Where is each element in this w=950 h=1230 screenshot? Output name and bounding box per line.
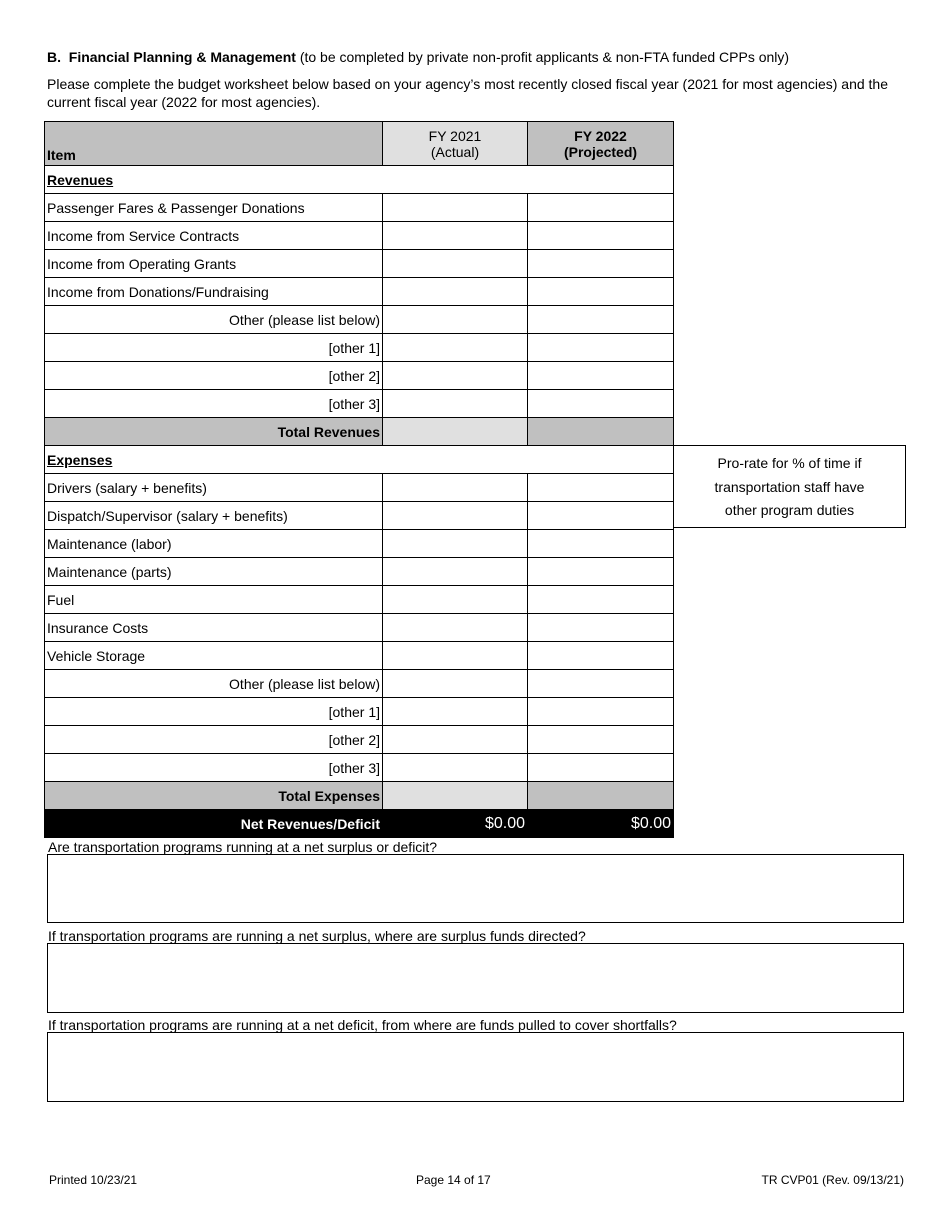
revenues-label: Revenues (47, 171, 114, 188)
revenue-fy2021-input[interactable] (383, 362, 528, 390)
revenue-row-label: Other (please list below) (45, 306, 383, 334)
revenue-fy2022-input[interactable] (528, 306, 674, 334)
fy2022-column-header (528, 122, 674, 166)
revenue-fy2021-input[interactable] (383, 334, 528, 362)
total-expenses-fy2021-input[interactable] (383, 782, 528, 810)
revenue-fy2022-input[interactable] (528, 278, 674, 306)
expense-fy2021-input[interactable] (383, 754, 528, 782)
expense-fy2022-input[interactable] (528, 558, 674, 586)
expense-row-label: Vehicle Storage (45, 642, 383, 670)
revenue-row-label: Passenger Fares & Passenger Donations (45, 194, 383, 222)
revenue-fy2021-input[interactable] (383, 306, 528, 334)
revenue-fy2022-input[interactable] (528, 250, 674, 278)
expense-fy2021-input[interactable] (383, 502, 528, 530)
revenue-fy2021-input[interactable] (383, 222, 528, 250)
table-row (45, 502, 674, 530)
total-revenues-label: Total Revenues (45, 418, 383, 446)
total-revenues-row (45, 418, 674, 446)
prorate-note (673, 445, 906, 528)
table-row (45, 754, 674, 782)
table-row (45, 614, 674, 642)
table-row (45, 558, 674, 586)
revenue-row-label: [other 3] (45, 390, 383, 418)
expense-fy2022-input[interactable] (528, 586, 674, 614)
footer-form-id: TR CVP01 (Rev. 09/13/21) (761, 1173, 904, 1187)
expense-fy2022-input[interactable] (528, 754, 674, 782)
prorate-note-line2: transportation staff have (714, 478, 865, 495)
net-revenues-label: Net Revenues/Deficit (45, 810, 383, 838)
answer-deficit-funds-box[interactable] (47, 1032, 904, 1102)
expense-fy2022-input[interactable] (528, 474, 674, 502)
expense-fy2021-input[interactable] (383, 698, 528, 726)
table-row (45, 194, 674, 222)
expense-row-label: Insurance Costs (45, 614, 383, 642)
answer-surplus-directed-box[interactable] (47, 943, 904, 1013)
fy2021-sublabel: (Actual) (430, 143, 480, 160)
expense-fy2022-input[interactable] (528, 614, 674, 642)
revenue-row-label: [other 1] (45, 334, 383, 362)
fy2022-label: FY 2022 (574, 127, 627, 144)
section-subtitle: (to be completed by private non-profit applicants & non-FTA funded CPPs only) (299, 49, 790, 65)
expense-fy2021-input[interactable] (383, 614, 528, 642)
expense-row-label: Dispatch/Supervisor (salary + benefits) (45, 502, 383, 530)
revenue-fy2021-input[interactable] (383, 278, 528, 306)
expense-fy2022-input[interactable] (528, 698, 674, 726)
table-row (45, 726, 674, 754)
total-expenses-row (45, 782, 674, 810)
question-deficit-funds: If transportation programs are running at a net deficit, from where are funds pulled to cover shortfalls? (48, 1017, 677, 1033)
revenue-row-label: Income from Service Contracts (45, 222, 383, 250)
expense-fy2021-input[interactable] (383, 586, 528, 614)
table-row (45, 698, 674, 726)
prorate-note-line3: other program duties (724, 502, 855, 518)
revenue-row-label: Income from Donations/Fundraising (45, 278, 383, 306)
revenue-row-label: [other 2] (45, 362, 383, 390)
expenses-label: Expenses (47, 451, 113, 468)
revenue-fy2021-input[interactable] (383, 250, 528, 278)
revenues-section-row (45, 166, 674, 194)
expense-fy2021-input[interactable] (383, 558, 528, 586)
expense-fy2022-input[interactable] (528, 502, 674, 530)
revenue-fy2022-input[interactable] (528, 222, 674, 250)
section-label: B. (47, 49, 61, 65)
expense-row-label: Maintenance (parts) (45, 558, 383, 586)
section-heading (47, 49, 927, 66)
fy2022-sublabel: (Projected) (563, 143, 638, 160)
table-header-row (45, 122, 674, 166)
expense-row-label: [other 2] (45, 726, 383, 754)
expense-fy2022-input[interactable] (528, 530, 674, 558)
table-row (45, 474, 674, 502)
table-row (45, 530, 674, 558)
net-fy2022-value: $0.00 (528, 810, 674, 838)
revenue-fy2022-input[interactable] (528, 362, 674, 390)
expense-row-label: Maintenance (labor) (45, 530, 383, 558)
revenue-rows (45, 194, 674, 418)
item-column-header: Item (45, 122, 383, 166)
prorate-note-line1: Pro-rate for % of time if (717, 455, 862, 471)
total-revenues-fy2022-input[interactable] (528, 418, 674, 446)
fy2021-label: FY 2021 (428, 127, 482, 144)
revenue-fy2022-input[interactable] (528, 194, 674, 222)
expense-fy2022-input[interactable] (528, 642, 674, 670)
expense-rows (45, 474, 674, 782)
table-row (45, 642, 674, 670)
revenue-fy2021-input[interactable] (383, 194, 528, 222)
expense-row-label: [other 3] (45, 754, 383, 782)
total-expenses-fy2022-input[interactable] (528, 782, 674, 810)
revenue-fy2021-input[interactable] (383, 390, 528, 418)
table-row (45, 250, 674, 278)
table-row (45, 334, 674, 362)
expense-fy2022-input[interactable] (528, 670, 674, 698)
total-revenues-fy2021-input[interactable] (383, 418, 528, 446)
expense-fy2021-input[interactable] (383, 530, 528, 558)
table-row (45, 390, 674, 418)
fy2021-column-header (383, 122, 528, 166)
expenses-section-row (45, 446, 674, 474)
table-row (45, 306, 674, 334)
table-row (45, 586, 674, 614)
expense-fy2022-input[interactable] (528, 726, 674, 754)
expense-fy2021-input[interactable] (383, 670, 528, 698)
question-surplus-deficit: Are transportation programs running at a net surplus or deficit? (48, 839, 438, 855)
revenue-row-label: Income from Operating Grants (45, 250, 383, 278)
table-row (45, 362, 674, 390)
revenue-fy2022-input[interactable] (528, 334, 674, 362)
table-row (45, 222, 674, 250)
question-surplus-directed: If transportation programs are running a net surplus, where are surplus funds directed? (48, 928, 586, 944)
net-revenues-row (45, 810, 674, 838)
expense-row-label: [other 1] (45, 698, 383, 726)
footer-page-number: Page 14 of 17 (416, 1173, 491, 1187)
footer-printed-date: Printed 10/23/21 (49, 1173, 138, 1187)
expense-fy2021-input[interactable] (383, 474, 528, 502)
section-title: Financial Planning & Management (68, 49, 296, 65)
net-fy2021-value: $0.00 (383, 810, 528, 838)
budget-worksheet (44, 121, 674, 838)
expense-row-label: Other (please list below) (45, 670, 383, 698)
table-row (45, 278, 674, 306)
expense-fy2021-input[interactable] (383, 642, 528, 670)
total-expenses-label: Total Expenses (45, 782, 383, 810)
intro-text: Please complete the budget worksheet below based on your agency’s most recently closed fiscal year (2021 for most agencies) and the current fiscal year (2022 for most agencies). (47, 76, 888, 110)
expense-fy2021-input[interactable] (383, 726, 528, 754)
expense-row-label: Drivers (salary + benefits) (45, 474, 383, 502)
revenue-fy2022-input[interactable] (528, 390, 674, 418)
answer-surplus-deficit-box[interactable] (47, 854, 904, 923)
expense-row-label: Fuel (45, 586, 383, 614)
table-row (45, 670, 674, 698)
